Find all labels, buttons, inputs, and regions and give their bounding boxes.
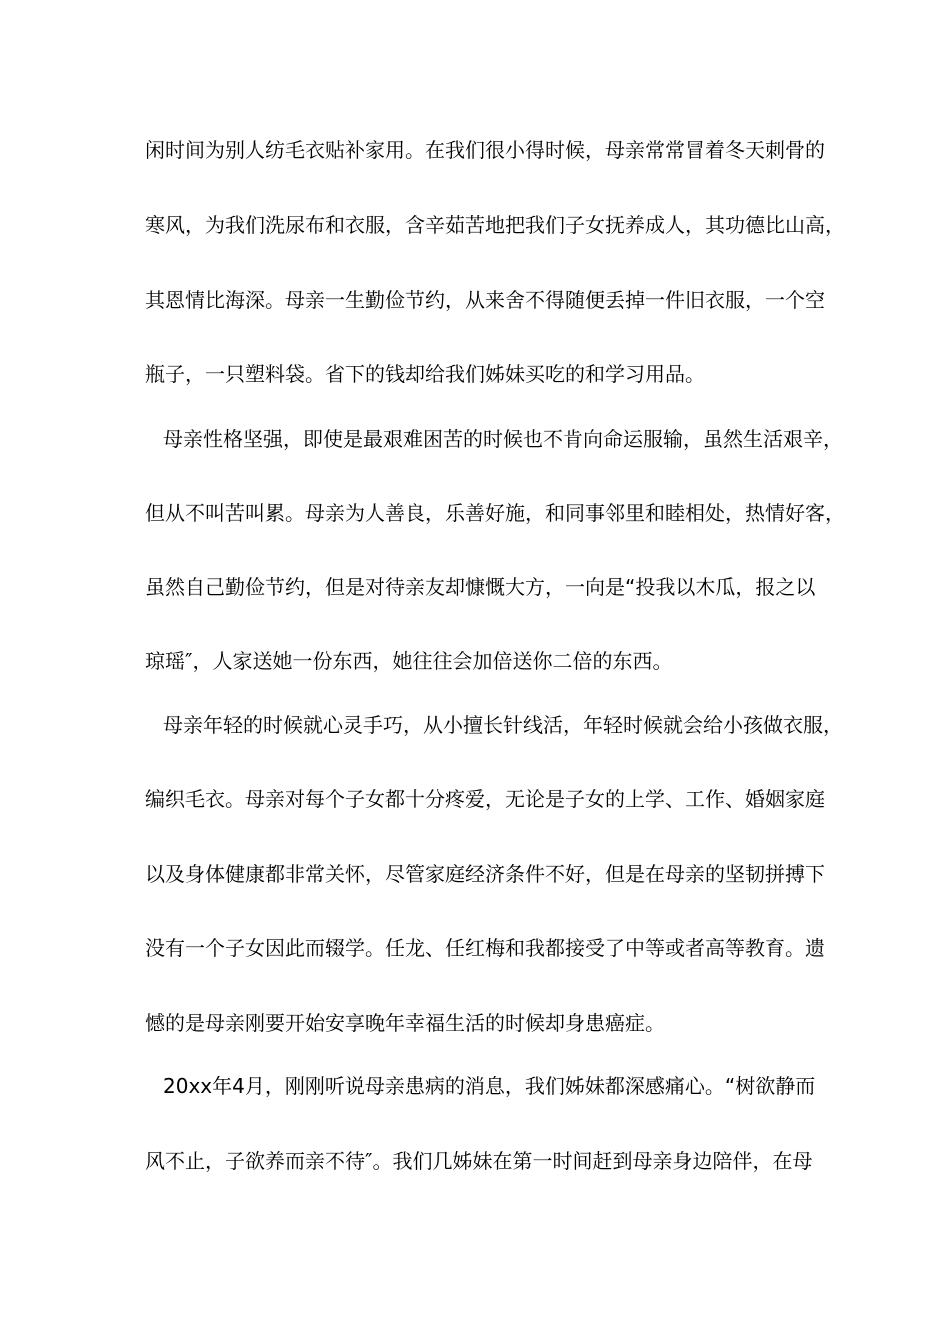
text-line: 虽然自己勤俭节约，但是对待亲友却慷慨大方，一向是“投我以木瓜，报之以 [145,575,816,599]
text-line: 憾的是母亲刚要开始安享晚年幸福生活的时候却身患癌症。 [145,1011,665,1035]
text-line: 但从不叫苦叫累。母亲为人善良，乐善好施，和同事邻里和睦相处，热情好客， [145,501,845,525]
text-line: 闲时间为别人纺毛衣贴补家用。在我们很小得时候，母亲常常冒着冬天刺骨的 [145,138,825,162]
paragraph-first-line: 20xx年4月，刚刚听说母亲患病的消息，我们姊妹都深感痛心。“树欲静而 [163,1074,816,1098]
paragraph-first-line: 母亲年轻的时候就心灵手巧，从小擅长针线活，年轻时候就会给小孩做衣服， [163,713,843,737]
text-line: 其恩情比海深。母亲一生勤俭节约，从来舍不得随便丢掉一件旧衣服，一个空 [145,288,825,312]
text-line: 寒风，为我们洗尿布和衣服，含辛茹苦地把我们子女抚养成人，其功德比山高， [145,213,845,237]
text-line: 以及身体健康都非常关怀，尽管家庭经济条件不好，但是在母亲的坚韧拼搏下 [145,862,825,886]
text-line: 琼瑶″，人家送她一份东西，她往往会加倍送你二倍的东西。 [145,649,673,673]
text-line: 没有一个子女因此而辍学。任龙、任红梅和我都接受了中等或者高等教育。遗 [145,936,825,960]
paragraph-first-line: 母亲性格坚强，即使是最艰难困苦的时候也不肯向命运服输，虽然生活艰辛， [163,427,843,451]
text-line: 瓶子，一只塑料袋。省下的钱却给我们姊妹买吃的和学习用品。 [145,362,705,386]
text-line: 风不止，子欲养而亲不待″。我们几姊妹在第一时间赶到母亲身边陪伴，在母 [145,1149,813,1173]
text-line: 编织毛衣。母亲对每个子女都十分疼爱，无论是子女的上学、工作、婚姻家庭 [145,787,825,811]
